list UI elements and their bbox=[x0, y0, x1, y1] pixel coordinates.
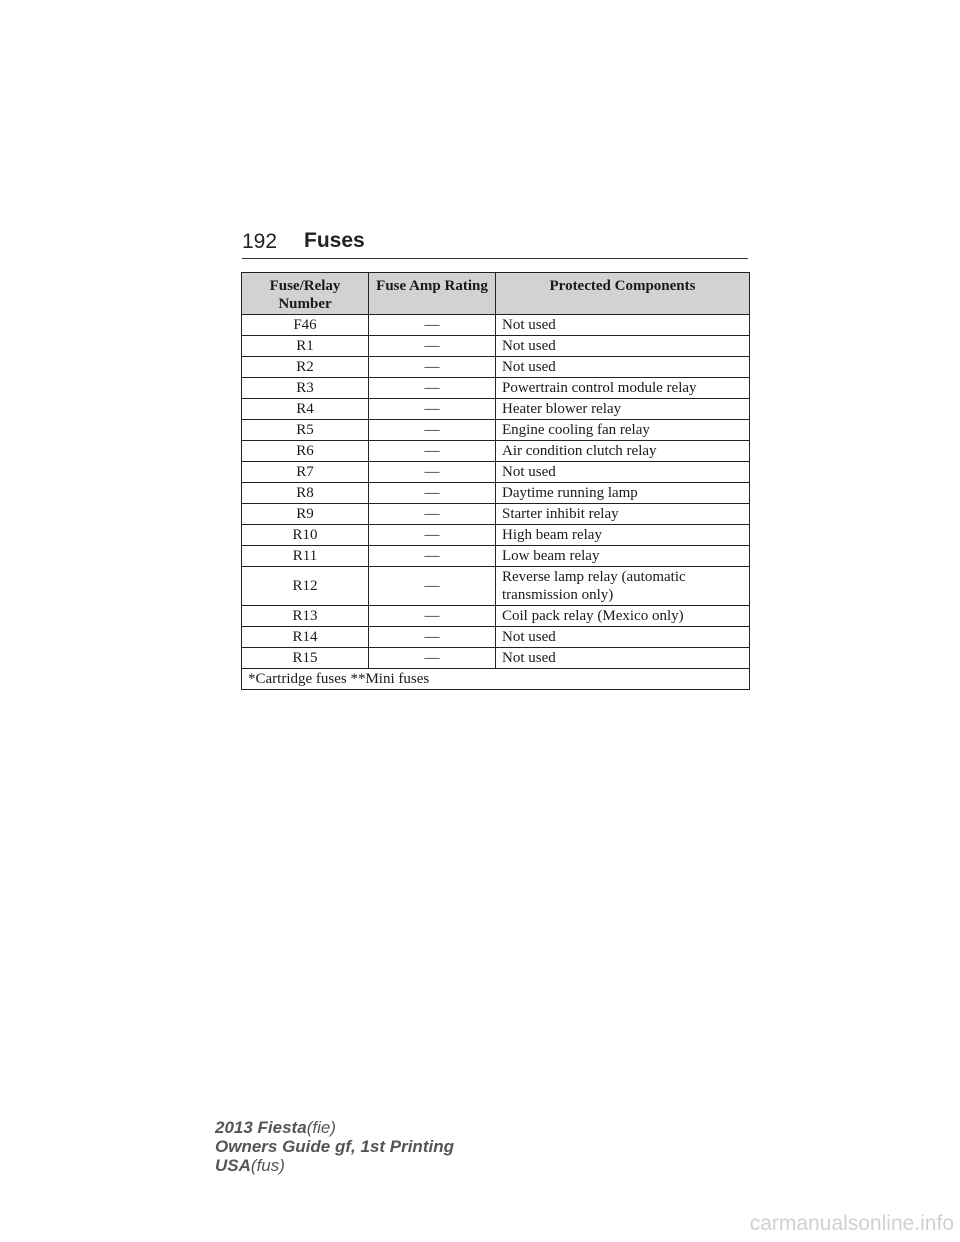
fuse-amp-rating-cell: — bbox=[369, 627, 496, 648]
table-row bbox=[242, 399, 750, 420]
fuse-amp-rating-cell: — bbox=[369, 357, 496, 378]
column-header-fuse-relay-number: Fuse/Relay Number bbox=[242, 273, 369, 315]
section-title: Fuses bbox=[304, 229, 365, 252]
table-row bbox=[242, 378, 750, 399]
page-header bbox=[242, 226, 748, 259]
fuse-relay-number-cell: R8 bbox=[242, 483, 369, 504]
fuse-amp-rating-cell: — bbox=[369, 399, 496, 420]
fuse-amp-rating-cell: — bbox=[369, 336, 496, 357]
protected-components-cell: High beam relay bbox=[496, 525, 750, 546]
table-footnote: *Cartridge fuses **Mini fuses bbox=[242, 669, 750, 690]
fuse-relay-number-cell: R6 bbox=[242, 441, 369, 462]
page-number: 192 bbox=[242, 230, 278, 253]
fuse-relay-number-cell: R5 bbox=[242, 420, 369, 441]
table-row bbox=[242, 336, 750, 357]
protected-components-cell: Daytime running lamp bbox=[496, 483, 750, 504]
fuse-relay-number-cell: R15 bbox=[242, 648, 369, 669]
protected-components-cell: Coil pack relay (Mexico only) bbox=[496, 606, 750, 627]
protected-components-cell: Not used bbox=[496, 648, 750, 669]
protected-components-cell: Not used bbox=[496, 462, 750, 483]
fuse-amp-rating-cell: — bbox=[369, 648, 496, 669]
protected-components-cell: Reverse lamp relay (automatic transmission only) bbox=[496, 567, 750, 606]
table-row bbox=[242, 525, 750, 546]
fuse-amp-rating-cell: — bbox=[369, 315, 496, 336]
fuse-amp-rating-cell: — bbox=[369, 420, 496, 441]
fuse-relay-number-cell: R9 bbox=[242, 504, 369, 525]
column-header-protected-components: Protected Components bbox=[496, 273, 750, 315]
table-row bbox=[242, 546, 750, 567]
fuse-amp-rating-cell: — bbox=[369, 567, 496, 606]
protected-components-cell: Not used bbox=[496, 627, 750, 648]
footer-guide: Owners Guide gf, 1st Printing bbox=[215, 1137, 454, 1156]
protected-components-cell: Low beam relay bbox=[496, 546, 750, 567]
fuse-relay-number-cell: R10 bbox=[242, 525, 369, 546]
watermark: carmanualsonline.info bbox=[749, 1212, 954, 1235]
fuse-relay-number-cell: R13 bbox=[242, 606, 369, 627]
table-row bbox=[242, 606, 750, 627]
table-row bbox=[242, 627, 750, 648]
table-row bbox=[242, 483, 750, 504]
table-row bbox=[242, 441, 750, 462]
fuse-amp-rating-cell: — bbox=[369, 606, 496, 627]
fuse-relay-number-cell: R12 bbox=[242, 567, 369, 606]
fuse-amp-rating-cell: — bbox=[369, 441, 496, 462]
column-header-fuse-amp-rating: Fuse Amp Rating bbox=[369, 273, 496, 315]
protected-components-cell: Engine cooling fan relay bbox=[496, 420, 750, 441]
footer-model: 2013 Fiesta bbox=[215, 1118, 307, 1137]
fuse-amp-rating-cell: — bbox=[369, 525, 496, 546]
fuse-relay-number-cell: R1 bbox=[242, 336, 369, 357]
fuse-amp-rating-cell: — bbox=[369, 462, 496, 483]
fuse-relay-number-cell: F46 bbox=[242, 315, 369, 336]
table-row bbox=[242, 462, 750, 483]
document-footer bbox=[215, 1118, 454, 1175]
protected-components-cell: Air condition clutch relay bbox=[496, 441, 750, 462]
table-header-row bbox=[242, 273, 750, 315]
footer-model-code: (fie) bbox=[306, 1118, 336, 1137]
protected-components-cell: Powertrain control module relay bbox=[496, 378, 750, 399]
protected-components-cell: Not used bbox=[496, 315, 750, 336]
footer-market-code: (fus) bbox=[250, 1156, 285, 1175]
protected-components-cell: Not used bbox=[496, 357, 750, 378]
fuse-amp-rating-cell: — bbox=[369, 378, 496, 399]
fuse-relay-number-cell: R11 bbox=[242, 546, 369, 567]
table-row bbox=[242, 648, 750, 669]
fuse-amp-rating-cell: — bbox=[369, 504, 496, 525]
protected-components-cell: Starter inhibit relay bbox=[496, 504, 750, 525]
fuse-relay-number-cell: R4 bbox=[242, 399, 369, 420]
protected-components-cell: Heater blower relay bbox=[496, 399, 750, 420]
fuse-amp-rating-cell: — bbox=[369, 546, 496, 567]
table-row bbox=[242, 420, 750, 441]
footer-market: USA bbox=[215, 1156, 251, 1175]
table-body bbox=[242, 315, 750, 669]
fuse-relay-number-cell: R14 bbox=[242, 627, 369, 648]
table-row bbox=[242, 357, 750, 378]
fuse-relay-table bbox=[241, 272, 750, 690]
table-row bbox=[242, 315, 750, 336]
footnote-row bbox=[242, 669, 750, 690]
fuse-amp-rating-cell: — bbox=[369, 483, 496, 504]
fuse-relay-number-cell: R2 bbox=[242, 357, 369, 378]
fuse-relay-number-cell: R7 bbox=[242, 462, 369, 483]
fuse-relay-number-cell: R3 bbox=[242, 378, 369, 399]
protected-components-cell: Not used bbox=[496, 336, 750, 357]
table-row bbox=[242, 567, 750, 606]
table-row bbox=[242, 504, 750, 525]
